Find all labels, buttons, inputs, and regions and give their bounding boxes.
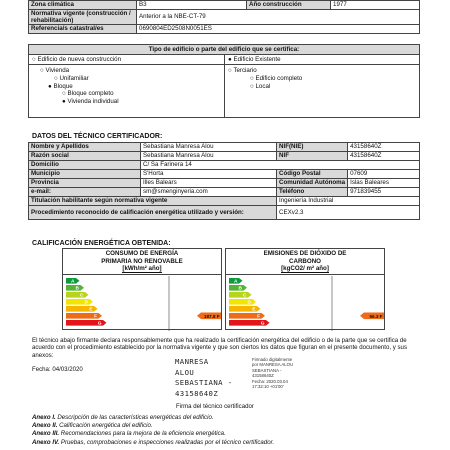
table-row xyxy=(29,188,420,197)
emissions-scale-letter-d: D xyxy=(247,300,251,306)
cadastral-ref-label: Referencia/s catastral/es xyxy=(29,25,137,34)
emissions-scale-letter-b: B xyxy=(238,286,242,292)
email-label: e-mail: xyxy=(29,188,141,197)
annex-list xyxy=(32,414,274,447)
province-label: Provincia xyxy=(29,179,141,188)
postal-code-label: Código Postal xyxy=(277,170,348,179)
tertiary-column xyxy=(224,65,419,117)
emissions-scale-letter-a: A xyxy=(234,279,238,285)
annex-item: Anexo I. Descripción de las características energéticas del edificio. xyxy=(32,414,214,421)
regulation-value: Anterior a la NBE-CT-79 xyxy=(137,10,420,25)
nif-nie-value: 43158640Z xyxy=(348,143,420,152)
building-type-header: Tipo de edificio o parte del edificio que se certifica: xyxy=(29,45,419,55)
rating-section-title: CALIFICACIÓN ENERGÉTICA OBTENIDA: xyxy=(32,240,171,247)
table-row xyxy=(29,197,420,206)
block-option: ● Bloque xyxy=(32,83,221,91)
construction-type-row xyxy=(29,55,419,65)
region-label: Comunidad Autónoma xyxy=(277,179,348,188)
energy-scale-letter-a: A xyxy=(71,279,75,285)
regulation-label: Normativa vigente (construcción / rehabilitación) xyxy=(29,10,137,25)
email-value: sm@smenginyeria.com xyxy=(141,188,277,197)
table-row xyxy=(29,10,420,25)
emissions-scale-letter-g: G xyxy=(260,321,265,327)
annex-item: Anexo III. Recomendaciones para la mejora de la eficiencia energética. xyxy=(32,430,226,438)
emissions-title-line1: EMISIONES DE DIÓXIDO DE xyxy=(263,250,347,257)
energy-scale-letter-d: D xyxy=(84,300,88,306)
signature-name: MANRESA ALOU SEBASTIANA - 43158640Z xyxy=(175,357,233,398)
energy-unit: [kWh/m² año] xyxy=(122,265,162,272)
emissions-scale-letter-f: F xyxy=(257,314,260,320)
signature-detail: Firmado digitalmente por MANRESA ALOU SEBASTIANA - 43158640Z Fecha: 2020.03.04 17:32:10 +01'00' xyxy=(252,357,294,390)
use-type-body xyxy=(29,65,419,117)
phone-value: 971839455 xyxy=(348,188,420,197)
table-row xyxy=(29,25,420,34)
individual-dwelling-option: ● Vivienda individual xyxy=(32,98,221,106)
energy-title-line1: CONSUMO DE ENERGÍA xyxy=(105,250,179,257)
energy-rating-value: 187.8 F xyxy=(203,313,220,319)
cadastral-ref-value: 0690804ED2508N0051ES xyxy=(137,25,420,34)
business-name-label: Razón social xyxy=(29,152,141,161)
energy-scale-bar-d xyxy=(66,299,93,305)
nif-nie-label: NIF(NIE) xyxy=(277,143,348,152)
procedure-label: Procedimiento reconocido de calificación energética utilizado y versión: xyxy=(29,206,277,220)
tertiary-option: ○ Terciario xyxy=(228,67,416,75)
postal-code-value: 07609 xyxy=(348,170,420,179)
construction-year-value: 1977 xyxy=(331,1,420,10)
emissions-rating-value: 56.3 F xyxy=(369,313,383,319)
municipality-label: Municipio xyxy=(29,170,141,179)
emissions-scale-bar-e xyxy=(229,306,261,312)
emissions-scale-bar-c xyxy=(229,292,252,298)
emissions-unit: [kgCO2/ m² año] xyxy=(281,265,329,272)
building-type-box xyxy=(28,44,420,118)
technician-table xyxy=(28,142,420,220)
table-row xyxy=(29,161,420,170)
nif-value: 43158640Z xyxy=(348,152,420,161)
qualification-label: Titulación habilitante según normativa vigente xyxy=(29,197,277,206)
building-data-table xyxy=(28,0,420,34)
table-row xyxy=(29,170,420,179)
region-value: Islas Baleares xyxy=(348,179,420,188)
energy-scale-letter-b: B xyxy=(75,286,79,292)
emissions-box xyxy=(225,248,385,330)
table-row xyxy=(29,179,420,188)
annex-item: Anexo IV. Pruebas, comprobaciones e inspecciones realizadas por el técnico certificador. xyxy=(32,438,275,446)
energy-title-line2: PRIMARIA NO RENOVABLE xyxy=(101,257,183,265)
name-value: Sebastiana Manresa Alou xyxy=(141,143,277,152)
name-label: Nombre y Apellidos xyxy=(29,143,141,152)
table-row xyxy=(29,1,420,10)
declaration-text: El técnico abajo firmante declara responsablemente que ha realizado la certificación energética del edificio o de la parte que se certifica de acuerdo con el procedimiento establecido por la normativa vigente y que son ciertos los datos que figuran en el presente documento, y sus anexos: xyxy=(32,337,407,359)
construction-year-label: Año construcción xyxy=(247,1,331,10)
emissions-title-line2: CARBONO xyxy=(289,257,321,265)
complete-block-option: ○ Bloque completo xyxy=(32,90,221,98)
municipality-value: S'Horta xyxy=(141,170,277,179)
emissions-header xyxy=(226,249,384,275)
energy-scale-letter-g: G xyxy=(97,321,102,327)
climate-zone-label: Zona climática xyxy=(29,1,137,10)
province-value: Illes Balears xyxy=(141,179,277,188)
residential-column xyxy=(29,65,224,117)
business-name-value: Sebastiana Manresa Alou xyxy=(141,152,277,161)
complete-building-option: ○ Edificio completo xyxy=(228,75,416,83)
table-row xyxy=(29,143,420,152)
existing-building-option: ● Edificio Existente xyxy=(224,55,419,64)
address-label: Domicilio xyxy=(29,161,141,170)
new-construction-option: ○ Edificio de nueva construcción xyxy=(29,55,224,64)
nif-label: NIF xyxy=(277,152,348,161)
address-value: C/ Sa Farinera 14 xyxy=(141,161,420,170)
residential-option: ○ Vivienda xyxy=(32,67,221,75)
table-row xyxy=(29,152,420,161)
qualification-value: Ingeniería Industrial xyxy=(277,197,420,206)
phone-label: Teléfono xyxy=(277,188,348,197)
energy-scale-letter-c: C xyxy=(80,293,84,299)
single-family-option: ○ Unifamiliar xyxy=(32,75,221,83)
energy-scale-letter-f: F xyxy=(94,314,97,320)
energy-scale-bar-c xyxy=(66,292,89,298)
energy-rating-scale xyxy=(63,276,223,331)
emissions-scale-bar-d xyxy=(229,299,256,305)
energy-consumption-header xyxy=(63,249,221,275)
climate-zone-value: B3 xyxy=(137,1,247,10)
procedure-value: CEXv2.3 xyxy=(277,206,420,220)
emissions-scale-letter-e: E xyxy=(252,307,256,313)
annex-item: Anexo II. Calificación energética del edificio. xyxy=(32,422,153,430)
emissions-rating-scale xyxy=(226,276,386,331)
date-text: Fecha: 04/03/2020 xyxy=(32,366,83,373)
technician-section-title: DATOS DEL TÉCNICO CERTIFICADOR: xyxy=(32,133,163,140)
table-row xyxy=(29,206,420,220)
energy-consumption-box xyxy=(62,248,222,330)
energy-scale-letter-e: E xyxy=(89,307,93,313)
signature-caption: Firma del técnico certificador xyxy=(176,403,254,410)
emissions-scale-letter-c: C xyxy=(243,293,247,299)
energy-scale-bar-e xyxy=(66,306,98,312)
premises-option: ○ Local xyxy=(228,83,416,91)
